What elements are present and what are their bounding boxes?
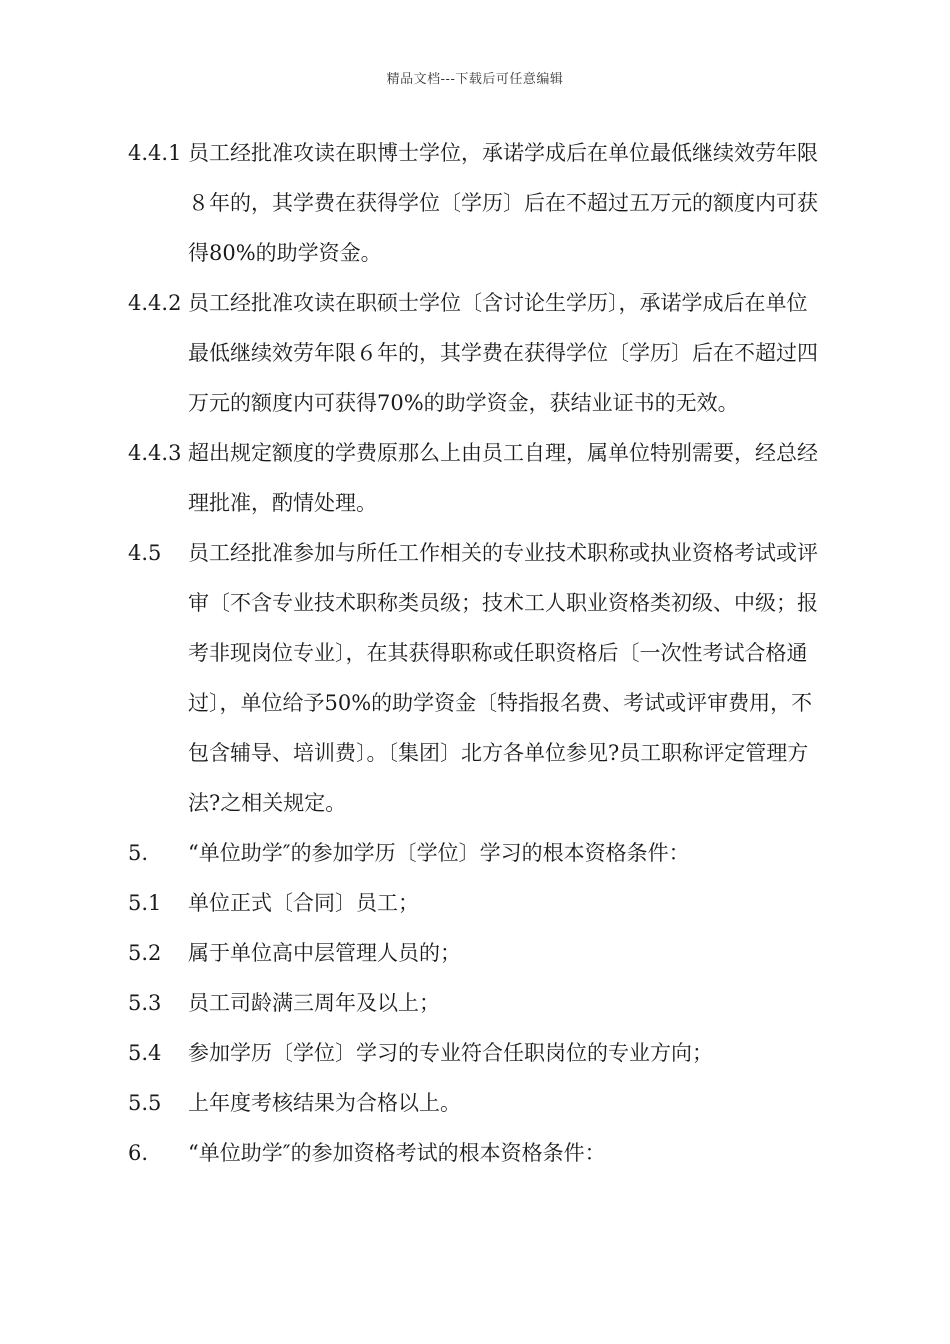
paragraph-number: 6.: [128, 1141, 149, 1165]
paragraph-text: 参加学历〔学位〕学习的专业符合任职岗位的专业方向；: [188, 1041, 713, 1065]
paragraph-text: 员工经批准参加与所任工作相关的专业技术职称或执业资格考试或评审〔不含专业技术职称类员级；技术工人职业资格类初级、中级；报考非现岗位专业〕，在其获得职称或任职资格后〔一次性考试合格通过〕，单位给予50%的助学资金〔特指报名费、考试或评审费用，不包含辅导、培训费〕。〔集团〕北方各单位参见?员工职称评定管理方法?之相关规定。: [188, 541, 818, 815]
paragraph-number: 4.5: [128, 541, 162, 565]
paragraph-4-4-2: [128, 278, 828, 428]
paragraph-number: 4.4.1: [128, 141, 182, 165]
paragraph-number: 5.2: [128, 941, 162, 965]
paragraph-4-5: [128, 528, 828, 828]
paragraph-text: 上年度考核结果为合格以上。: [188, 1091, 461, 1115]
paragraph-number: 4.4.2: [128, 291, 182, 315]
paragraph-text: 超出规定额度的学费原那么上由员工自理，属单位特别需要，经总经理批准，酌情处理。: [188, 441, 818, 515]
paragraph-number: 5.3: [128, 991, 162, 1015]
paragraph-text: “单位助学″的参加资格考试的根本资格条件：: [188, 1141, 606, 1165]
paragraph-number: 5.4: [128, 1041, 162, 1065]
paragraph-number: 5.5: [128, 1091, 162, 1115]
paragraph-number: 5.: [128, 841, 149, 865]
paragraph-text: 员工经批准攻读在职硕士学位〔含讨论生学历〕，承诺学成后在单位最低继续效劳年限６年的，其学费在获得学位〔学历〕后在不超过四万元的额度内可获得70%的助学资金，获结业证书的无效。: [188, 291, 818, 415]
page-header: 精品文档---下载后可任意编辑: [386, 72, 564, 87]
paragraph-number: 4.4.3: [128, 441, 182, 465]
paragraph-5-2: [128, 928, 828, 978]
paragraph-4-4-3: [128, 428, 828, 528]
paragraph-text: 员工经批准攻读在职博士学位，承诺学成后在单位最低继续效劳年限８年的，其学费在获得学位〔学历〕后在不超过五万元的额度内可获得80%的助学资金。: [188, 141, 818, 265]
paragraph-number: 5.1: [128, 891, 162, 915]
paragraph-text: “单位助学″的参加学历〔学位〕学习的根本资格条件：: [188, 841, 690, 865]
paragraph-text: 单位正式〔合同〕员工；: [188, 891, 419, 915]
paragraph-text: 员工司龄满三周年及以上；: [188, 991, 440, 1015]
paragraph-5-4: [128, 1028, 828, 1078]
paragraph-6: [128, 1128, 828, 1178]
paragraph-5-1: [128, 878, 828, 928]
paragraph-5-3: [128, 978, 828, 1028]
paragraph-5: [128, 828, 828, 878]
document-body: [128, 128, 828, 1178]
paragraph-4-4-1: [128, 128, 828, 278]
paragraph-text: 属于单位高中层管理人员的；: [188, 941, 461, 965]
paragraph-5-5: [128, 1078, 828, 1128]
